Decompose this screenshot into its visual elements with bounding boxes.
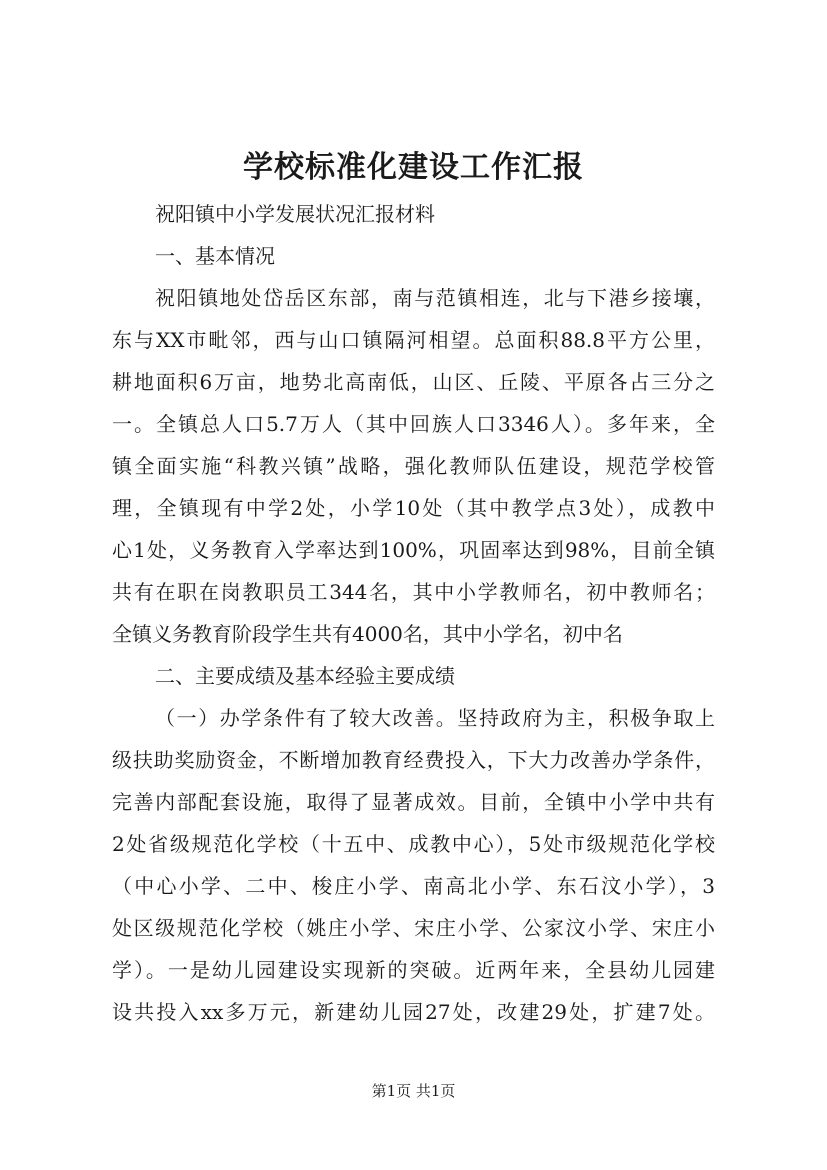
paragraph-line: 全镇义务教育阶段学生共有4000名，其中小学名，初中名 xyxy=(112,622,623,646)
paragraph-line: 东与XX市毗邻，西与山口镇隔河相望。总面积88.8平方公里， xyxy=(112,328,715,352)
paragraph-line: 祝阳镇地处岱岳区东部，南与范镇相连，北与下港乡接壤， xyxy=(155,286,715,310)
section-heading-achievements: 二、主要成绩及基本经验主要成绩 xyxy=(155,664,455,688)
paragraph-line: 镇全面实施“科教兴镇”战略，强化教师队伍建设，规范学校管 xyxy=(112,454,715,478)
section-heading-basic-info: 一、基本情况 xyxy=(155,244,275,268)
paragraph-line: 一。全镇总人口5.7万人（其中回族人口3346人）。多年来，全 xyxy=(112,412,715,436)
paragraph-line: （一）办学条件有了较大改善。坚持政府为主，积极争取上 xyxy=(155,706,715,730)
paragraph-line: 级扶助奖励资金，不断增加教育经费投入，下大力改善办学条件， xyxy=(112,748,715,772)
document-subtitle: 祝阳镇中小学发展状况汇报材料 xyxy=(155,202,435,226)
paragraph-line: 耕地面积6万亩，地势北高南低，山区、丘陵、平原各占三分之 xyxy=(112,370,715,394)
paragraph-line: 共有在职在岗教职员工344名，其中小学教师名，初中教师名； xyxy=(112,580,715,604)
paragraph-line: 完善内部配套设施，取得了显著成效。目前，全镇中小学中共有 xyxy=(112,790,715,814)
paragraph-line: 心1处，义务教育入学率达到100%，巩固率达到98%，目前全镇 xyxy=(112,538,715,562)
paragraph-line: （中心小学、二中、梭庄小学、南高北小学、东石汶小学），3 xyxy=(112,874,715,898)
paragraph-line: 处区级规范化学校（姚庄小学、宋庄小学、公家汶小学、宋庄小 xyxy=(112,916,715,940)
document-title: 学校标准化建设工作汇报 xyxy=(243,150,584,185)
paragraph-line: 2处省级规范化学校（十五中、成教中心），5处市级规范化学校 xyxy=(112,832,715,856)
page-footer: 第1页 共1页 xyxy=(371,1082,456,1100)
paragraph-line: 设共投入xx多万元，新建幼儿园27处，改建29处，扩建7处。 xyxy=(112,1000,715,1024)
paragraph-line: 学）。一是幼儿园建设实现新的突破。近两年来，全县幼儿园建 xyxy=(112,958,715,982)
paragraph-line: 理，全镇现有中学2处，小学10处（其中教学点3处），成教中 xyxy=(112,496,715,520)
